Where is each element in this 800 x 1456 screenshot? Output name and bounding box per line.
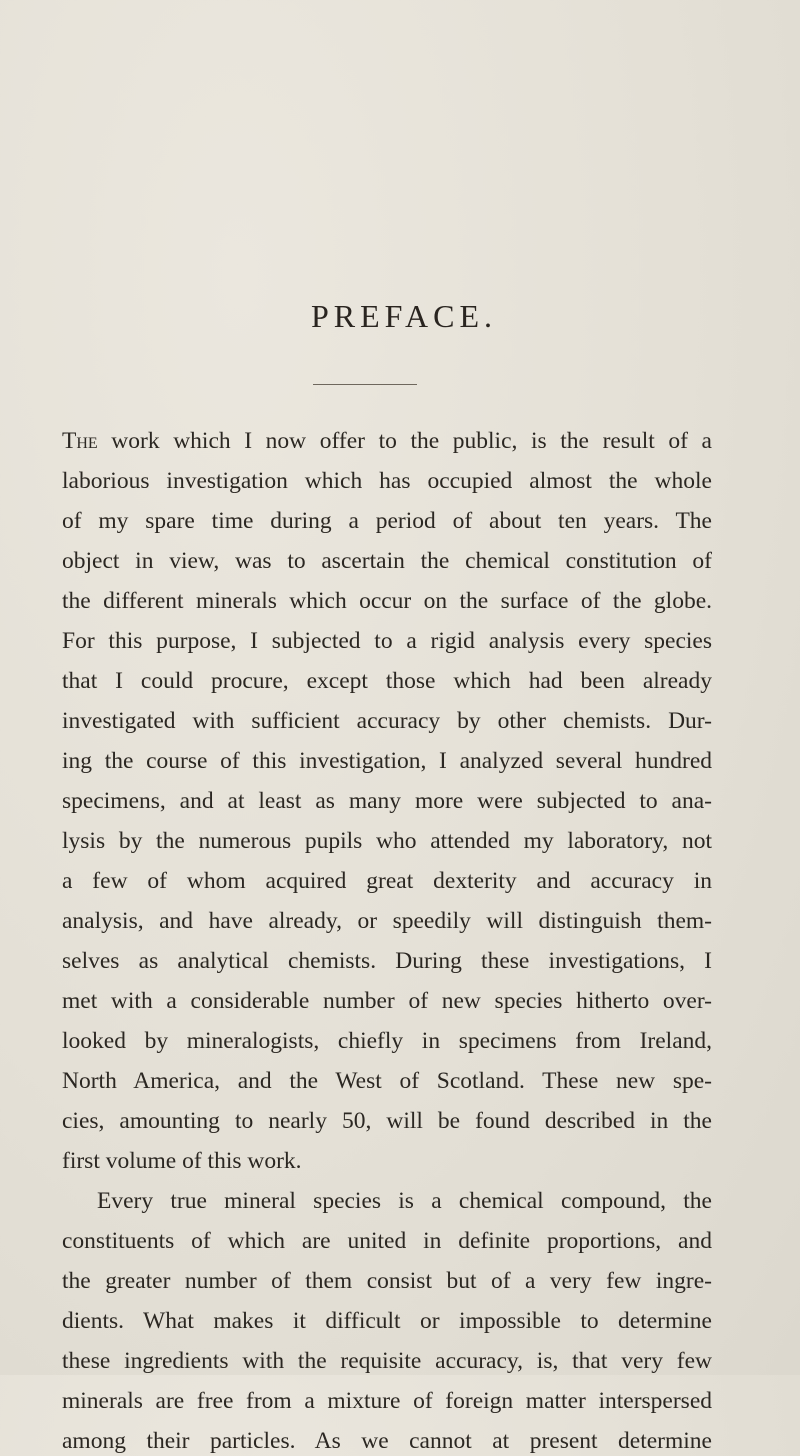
text-line: met with a considerable number of new species hitherto over- (62, 988, 712, 1014)
text-line: laborious investigation which has occupied almost the whole (62, 468, 712, 494)
text-line: object in view, was to ascertain the chemical constitution of (62, 548, 712, 574)
text-line: the different minerals which occur on the surface of the globe. (62, 588, 712, 614)
text-line: minerals are free from a mixture of foreign matter interspersed (62, 1388, 712, 1414)
text-line: among their particles. As we cannot at present determine (62, 1428, 712, 1454)
text-line: looked by mineralogists, chiefly in specimens from Ireland, (62, 1028, 712, 1054)
text-line: cies, amounting to nearly 50, will be found described in the (62, 1108, 712, 1134)
text-line: first volume of this work. (62, 1148, 302, 1174)
heading-rule (313, 384, 417, 385)
text-line: lysis by the numerous pupils who attended my laboratory, not (62, 828, 712, 854)
text-line: that I could procure, except those which had been already (62, 668, 712, 694)
text-line (62, 426, 712, 456)
text-line: dients. What makes it difficult or impossible to determine (62, 1308, 712, 1334)
line-text: work which I now offer to the public, is the result of a (97, 428, 712, 454)
text-line: a few of whom acquired great dexterity and accuracy in (62, 868, 712, 894)
text-line: selves as analytical chemists. During these investigations, I (62, 948, 712, 974)
text-line: North America, and the West of Scotland. These new spe- (62, 1068, 712, 1094)
text-line: of my spare time during a period of about ten years. The (62, 508, 712, 534)
text-line: analysis, and have already, or speedily will distinguish them- (62, 908, 712, 934)
text-line: specimens, and at least as many more were subjected to ana- (62, 788, 712, 814)
text-line: these ingredients with the requisite accuracy, is, that very few (62, 1348, 712, 1374)
text-line: the greater number of them consist but of a very few ingre- (62, 1268, 712, 1294)
text-line: ing the course of this investigation, I analyzed several hundred (62, 748, 712, 774)
opening-word: The (62, 428, 98, 454)
text-line: Every true mineral species is a chemical compound, the (97, 1188, 712, 1214)
text-line: constituents of which are united in definite proportions, and (62, 1228, 712, 1254)
text-line: For this purpose, I subjected to a rigid analysis every species (62, 628, 712, 654)
text-line: investigated with sufficient accuracy by other chemists. Dur- (62, 708, 712, 734)
page-heading: PREFACE. (310, 298, 498, 334)
